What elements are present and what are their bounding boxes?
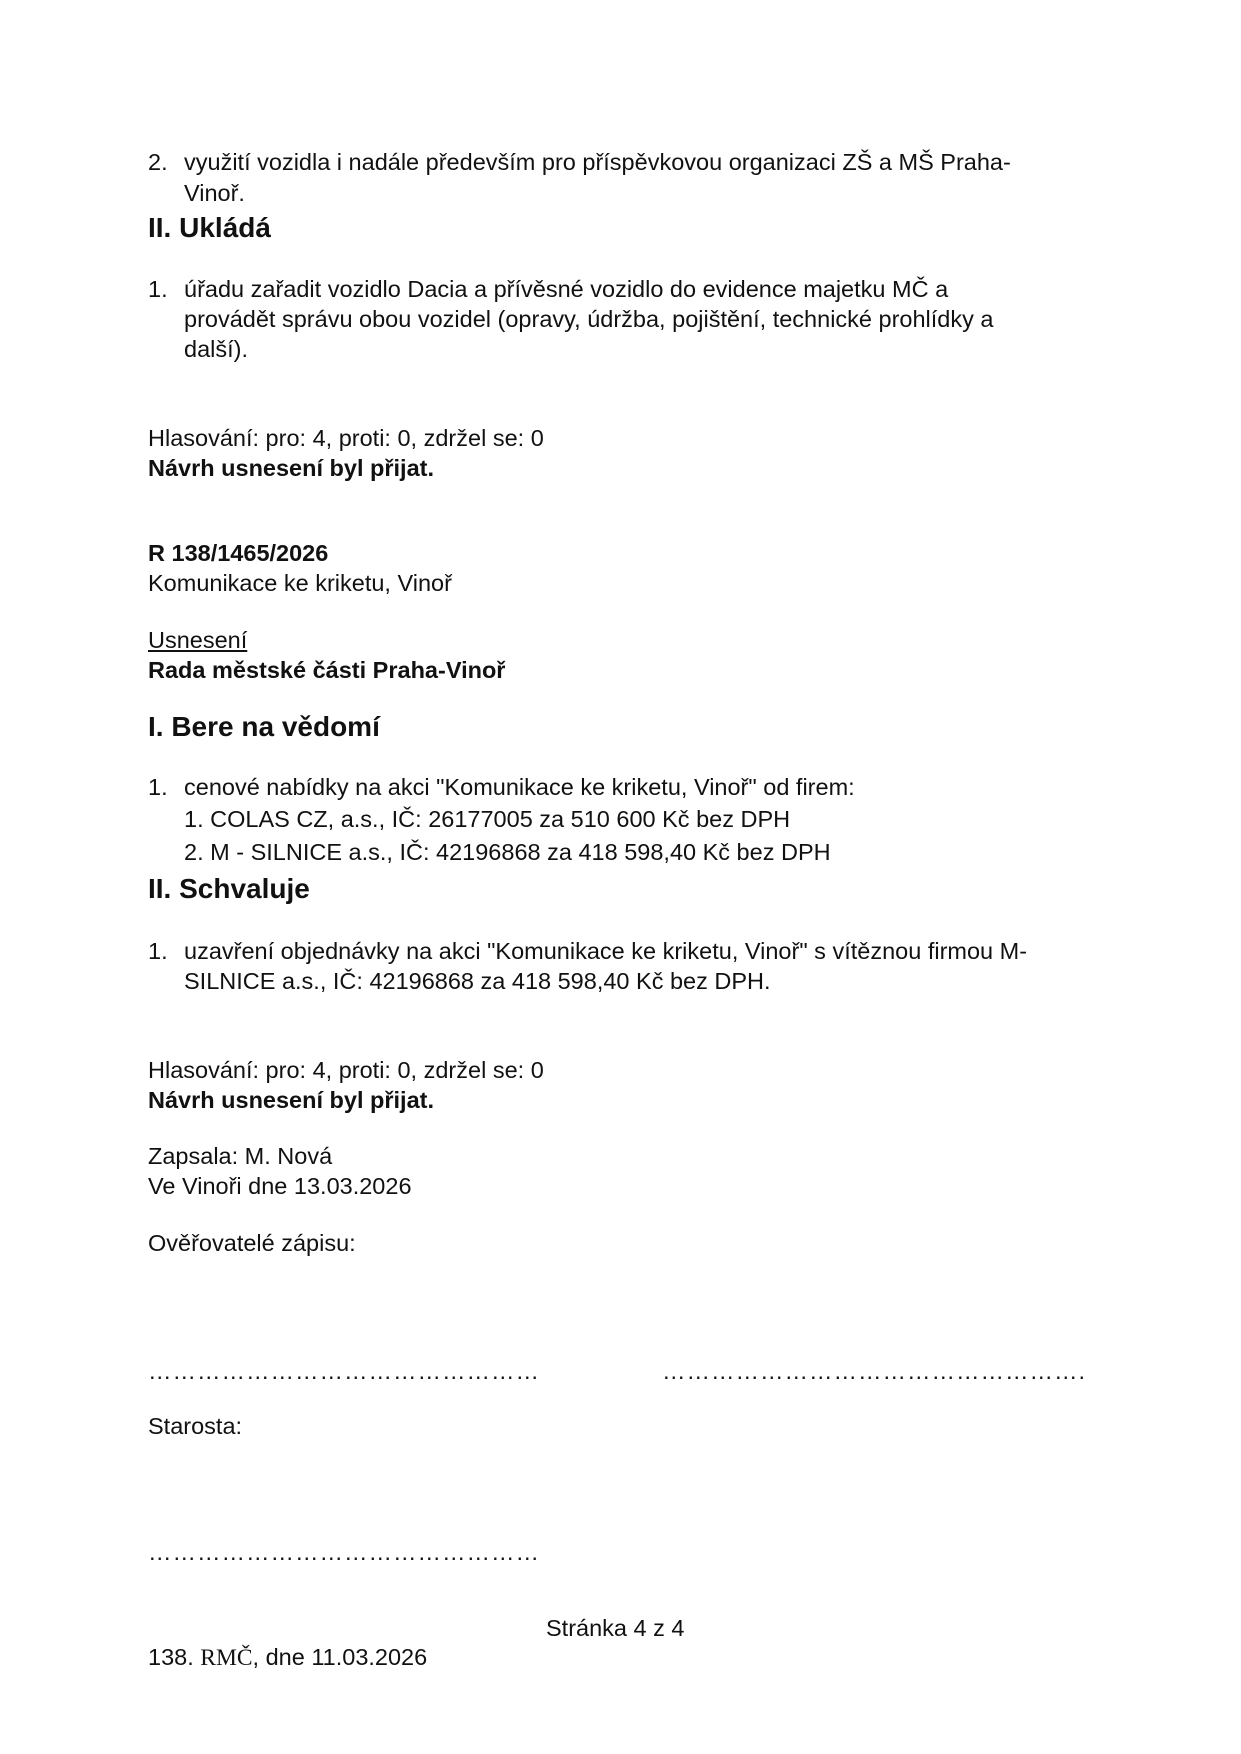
meeting-prefix: 138. xyxy=(148,1644,201,1670)
section-heading: II. Ukládá xyxy=(148,212,271,243)
list-number: 1. xyxy=(148,774,168,800)
vote-accepted: Návrh usnesení byl přijat. xyxy=(148,1087,435,1113)
list-number: 2. xyxy=(148,149,168,175)
list-item-text: další). xyxy=(184,336,248,362)
list-item-text: Vinoř. xyxy=(184,180,245,206)
place-date: Ve Vinoři dne 13.03.2026 xyxy=(148,1173,412,1199)
recorded-by: Zapsala: M. Nová xyxy=(148,1143,333,1169)
section-heading: I. Bere na vědomí xyxy=(148,711,380,742)
section-heading: II. Schvaluje xyxy=(148,873,310,904)
meeting-footer xyxy=(148,1642,427,1674)
vote-accepted: Návrh usnesení byl přijat. xyxy=(148,455,435,481)
resolution-label: Usnesení xyxy=(148,627,248,653)
verifiers-label: Ověřovatelé zápisu: xyxy=(148,1230,356,1256)
offer-item: 2. M - SILNICE a.s., IČ: 42196868 za 418 598,40 Kč bez DPH xyxy=(184,839,831,865)
page-number: Stránka 4 z 4 xyxy=(546,1615,685,1641)
vote-result: Hlasování: pro: 4, proti: 0, zdržel se: 0 xyxy=(148,425,544,451)
resolution-number: R 138/1465/2026 xyxy=(148,540,329,566)
signature-line-left: ………………………………………… xyxy=(148,1358,540,1384)
signature-line-mayor: ………………………………………… xyxy=(148,1539,540,1565)
list-number: 1. xyxy=(148,938,168,964)
list-item-text: úřadu zařadit vozidlo Dacia a přívěsné vozidlo do evidence majetku MČ a xyxy=(184,276,949,302)
list-item-text: uzavření objednávky na akci "Komunikace ke kriketu, Vinoř" s vítěznou firmou M- xyxy=(184,938,1028,964)
signature-line-right: ……………………………………………. xyxy=(662,1358,1087,1384)
meeting-suffix: , dne 11.03.2026 xyxy=(252,1644,428,1670)
mayor-label: Starosta: xyxy=(148,1413,243,1439)
list-item-text: SILNICE a.s., IČ: 42196868 za 418 598,40 Kč bez DPH. xyxy=(184,968,771,994)
resolution-title: Komunikace ke kriketu, Vinoř xyxy=(148,570,452,596)
vote-result: Hlasování: pro: 4, proti: 0, zdržel se: 0 xyxy=(148,1057,544,1083)
meeting-rmc: RMČ xyxy=(200,1645,253,1671)
list-number: 1. xyxy=(148,276,168,302)
offer-item: 1. COLAS CZ, a.s., IČ: 26177005 za 510 600 Kč bez DPH xyxy=(184,806,791,832)
list-item-text: cenové nabídky na akci "Komunikace ke kriketu, Vinoř" od firem: xyxy=(184,774,855,800)
resolution-body: Rada městské části Praha-Vinoř xyxy=(148,657,506,683)
list-item-text: provádět správu obou vozidel (opravy, údržba, pojištění, technické prohlídky a xyxy=(184,306,994,332)
list-item-text: využití vozidla i nadále především pro příspěvkovou organizaci ZŠ a MŠ Praha- xyxy=(184,149,1011,175)
